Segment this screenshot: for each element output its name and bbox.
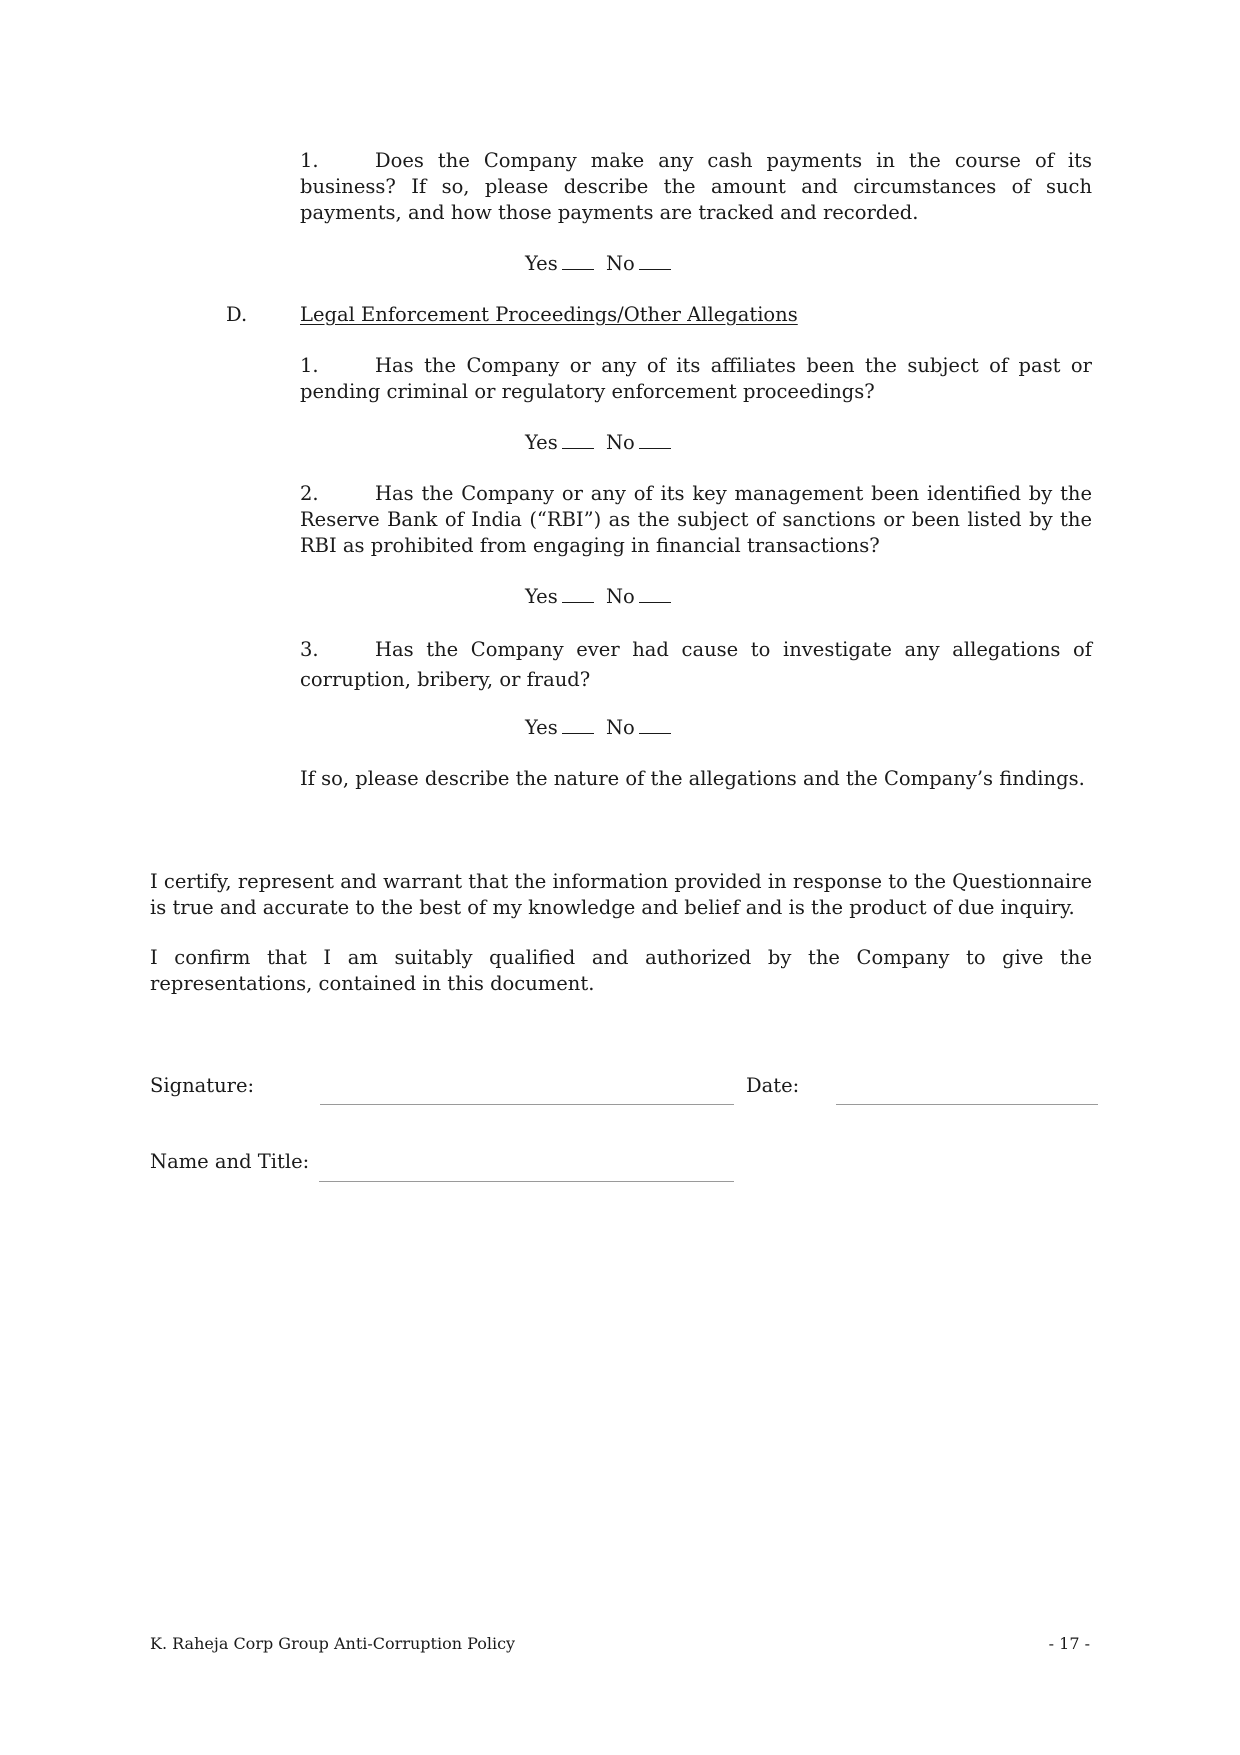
no-blank[interactable] xyxy=(639,584,671,603)
no-label: No xyxy=(605,585,635,608)
followup-instruction: If so, please describe the nature of the allegations and the Company’s findings. xyxy=(300,767,1085,790)
section-heading: Legal Enforcement Proceedings/Other Allegations xyxy=(300,303,798,326)
signature-line[interactable] xyxy=(320,1104,734,1105)
yes-label: Yes xyxy=(525,252,558,275)
signature-label: Signature: xyxy=(150,1074,255,1097)
page-number: - 17 - xyxy=(1048,1634,1090,1653)
no-blank[interactable] xyxy=(639,715,671,734)
question-c1 xyxy=(300,148,1092,226)
name-title-label: Name and Title: xyxy=(150,1150,310,1173)
question-d3 xyxy=(300,635,1092,695)
no-blank[interactable] xyxy=(639,251,671,270)
name-title-line[interactable] xyxy=(319,1181,734,1182)
yes-blank[interactable] xyxy=(562,251,594,270)
no-label: No xyxy=(605,431,635,454)
yes-no-answer-d3 xyxy=(525,715,677,741)
question-text: Has the Company or any of its key management been identified by the Reserve Bank of India (“RBI”) as the subject of sanctions or been listed by the RBI as prohibited from engaging in financial transactions? xyxy=(300,482,1092,557)
question-d1 xyxy=(300,353,1092,405)
yes-no-answer-d1 xyxy=(525,430,677,456)
yes-no-answer-d2 xyxy=(525,584,677,610)
yes-label: Yes xyxy=(525,585,558,608)
question-text: Has the Company or any of its affiliates been the subject of past or pending criminal or regulatory enforcement proceedings? xyxy=(300,354,1092,403)
question-text: Does the Company make any cash payments in the course of its business? If so, please describe the amount and circumstances of such payments, and how those payments are tracked and recorded. xyxy=(300,149,1092,224)
question-number: 1. xyxy=(300,149,319,172)
date-label: Date: xyxy=(746,1074,800,1097)
no-blank[interactable] xyxy=(639,430,671,449)
yes-label: Yes xyxy=(525,431,558,454)
yes-blank[interactable] xyxy=(562,584,594,603)
question-d2 xyxy=(300,481,1092,559)
yes-blank[interactable] xyxy=(562,715,594,734)
confirmation-paragraph: I confirm that I am suitably qualified and authorized by the Company to give the representations, contained in this document. xyxy=(150,946,1092,995)
date-line[interactable] xyxy=(836,1104,1098,1105)
yes-label: Yes xyxy=(525,716,558,739)
question-number: 1. xyxy=(300,354,319,377)
question-text: Has the Company ever had cause to investigate any allegations of corruption, bribery, or fraud? xyxy=(300,638,1092,691)
yes-no-answer-c1 xyxy=(525,251,677,277)
question-number: 2. xyxy=(300,482,319,505)
section-letter: D. xyxy=(226,303,248,326)
footer-title: K. Raheja Corp Group Anti-Corruption Policy xyxy=(150,1634,516,1653)
no-label: No xyxy=(605,252,635,275)
yes-blank[interactable] xyxy=(562,430,594,449)
no-label: No xyxy=(605,716,635,739)
certification-paragraph: I certify, represent and warrant that the information provided in response to the Questionnaire is true and accurate to the best of my knowledge and belief and is the product of due inquiry. xyxy=(150,870,1092,919)
question-number: 3. xyxy=(300,638,319,661)
